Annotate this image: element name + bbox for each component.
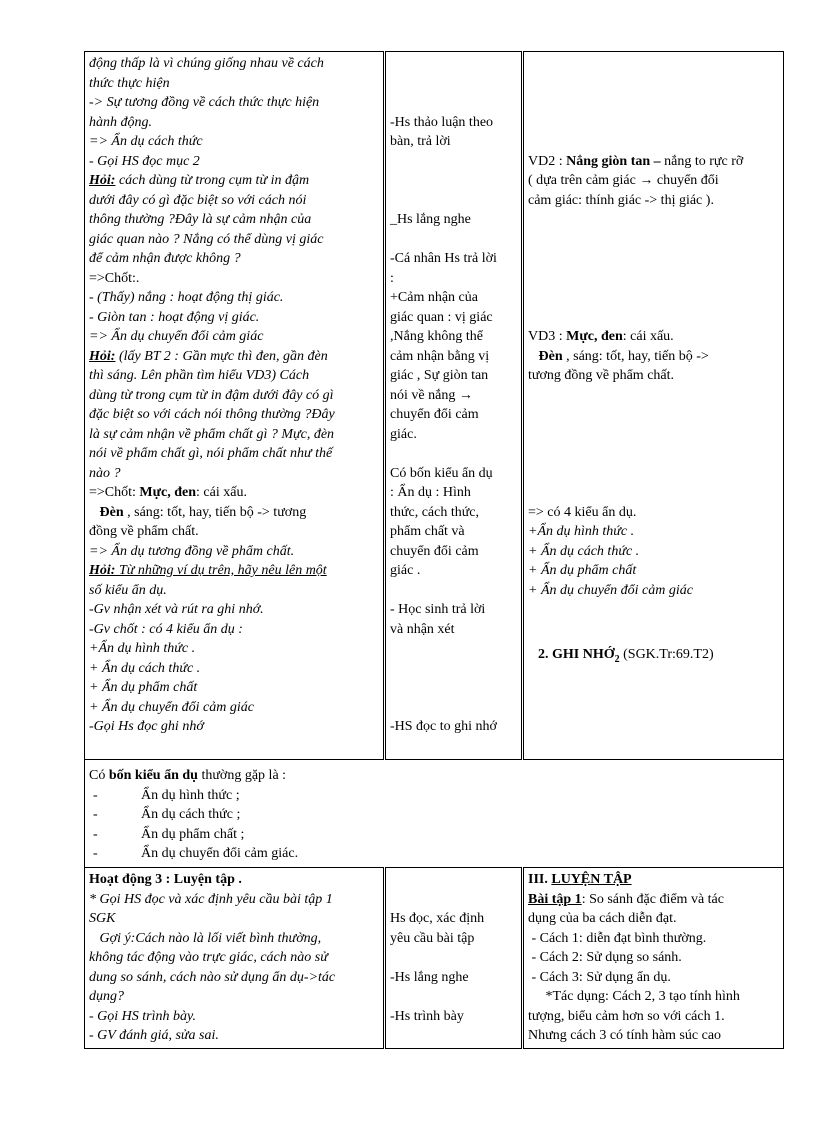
text-line: +Cảm nhận của	[390, 290, 478, 305]
subscript: 2	[614, 653, 620, 665]
text: =>Chốt:	[89, 485, 136, 500]
text: Ẩn dụ chuyển đổi cảm giác.	[141, 846, 299, 861]
bold-text: Đèn	[528, 348, 563, 364]
text-line: dụng?	[89, 989, 124, 1004]
student-activity-cell	[385, 868, 523, 1049]
text-line: cảm giác: thính giác -> thị giác ).	[528, 192, 714, 208]
text-line: -Hs lắng nghe	[390, 969, 469, 985]
text-line: cảm nhận bằng vị	[390, 348, 490, 364]
text-line: - (Thấy) nắng : hoạt động thị giác.	[89, 290, 284, 305]
exercise-line	[528, 890, 779, 910]
table-row	[85, 868, 784, 1049]
text-line: + Ẩn dụ cách thức .	[528, 543, 640, 559]
text: Ẩn dụ phẩm chất ;	[141, 826, 245, 842]
question-label: Hỏi:	[89, 173, 116, 188]
text-line: ( dựa trên cảm giác → chuyển đổi	[528, 173, 719, 188]
text: , sáng: tốt, hay, tiến bộ -> tương	[123, 504, 307, 520]
text-line: : Ẩn dụ : Hình	[390, 485, 471, 500]
text-line: dưới đây có gì đặc biệt so với cách nói	[89, 192, 307, 208]
list-item	[89, 825, 779, 845]
text-line: thì sáng. Lên phần tìm hiểu VD3) Cách	[89, 368, 310, 383]
content-cell	[523, 868, 784, 1049]
text-line	[89, 766, 779, 786]
text: Từ những ví dụ trên, hãy nêu lên một	[115, 563, 327, 578]
text-line: dùng từ trong cụm từ in đậm dưới đây có gì	[89, 387, 334, 403]
text: : cái xấu.	[622, 329, 674, 344]
teacher-activity-cell	[85, 52, 385, 760]
text-line: -> Sự tương đồng về cách thức thực hiện	[89, 95, 320, 110]
text-line: -Gv chốt : có 4 kiểu ẩn dụ :	[89, 621, 243, 637]
teacher-activity-cell	[85, 868, 385, 1049]
text-line: bàn, trả lời	[390, 134, 451, 149]
text-line: - GV đánh giá, sửa sai.	[89, 1028, 219, 1043]
text-line: - Học sinh trả lời	[390, 602, 486, 617]
bold-text: 2. GHI NHỚ	[538, 647, 615, 662]
text: Ẩn dụ cách thức ;	[141, 807, 241, 822]
text-line: dung so sánh, cách nào sử dụng ẩn dụ->tác	[89, 969, 336, 985]
bold-text: Đèn	[89, 504, 124, 520]
text-line: động thấp là vì chúng giống nhau về cách	[89, 56, 324, 71]
conclusion-line	[89, 483, 379, 503]
text-line: thức, cách thức,	[390, 504, 480, 520]
text-line: Gợi ý:Cách nào là lối viết bình thường,	[89, 930, 322, 946]
text-line: +Ẩn dụ hình thức .	[89, 641, 196, 656]
text-line: + Ẩn dụ phẩm chất	[528, 563, 637, 578]
section-heading	[528, 645, 779, 669]
text: Có	[89, 768, 109, 783]
table-row	[85, 52, 784, 760]
text-line: yêu cầu bài tập	[390, 930, 475, 946]
text-line: -Hs thảo luận theo	[390, 114, 494, 130]
text-line: nói về nắng →	[390, 387, 473, 403]
text-line: hành động.	[89, 114, 152, 130]
text-line: nói về phẩm chất gì, nói phẩm chất như thế	[89, 446, 333, 461]
text-line: giác quan : vị giác	[390, 309, 493, 325]
text-line: :	[390, 270, 394, 286]
text: : So sánh đặc điểm và tác	[581, 891, 724, 907]
text-line: *Tác dụng: Cách 2, 3 tạo tính hình	[528, 989, 740, 1004]
list-item	[89, 805, 779, 825]
text: nắng to rực rỡ	[660, 153, 744, 169]
text-line: =>Chốt:.	[89, 270, 140, 286]
text-line: dụng của ba cách diễn đạt.	[528, 911, 677, 926]
summary-cell	[85, 760, 784, 868]
text-line: -Hs trình bày	[390, 1008, 464, 1024]
question-line	[89, 561, 379, 581]
text-line: - Cách 2: Sử dụng so sánh.	[528, 950, 682, 965]
section-heading	[528, 870, 779, 890]
conclusion-line	[89, 503, 379, 523]
text-line: chuyển đổi cảm	[390, 543, 479, 559]
lesson-table	[84, 51, 783, 1049]
list-item	[89, 786, 779, 806]
text: VD3 :	[528, 329, 567, 344]
text: VD2 :	[528, 153, 567, 169]
text-line: giác .	[390, 563, 421, 578]
text: : cái xấu.	[196, 485, 247, 500]
table-row	[85, 760, 784, 868]
text: LUYỆN TẬP	[551, 872, 632, 887]
text-line: ,Nắng không thể	[390, 329, 483, 344]
text: , sáng: tốt, hay, tiến bộ ->	[562, 348, 709, 364]
bold-text: Mực, đen	[135, 485, 197, 500]
text-line: - Cách 1: diễn đạt bình thường.	[528, 930, 707, 946]
text-line: => Ẩn dụ tương đồng về phẩm chất.	[89, 543, 295, 559]
example-line	[528, 152, 779, 172]
question-label: Hỏi:	[89, 563, 116, 578]
text-line: chuyển đổi cảm	[390, 407, 479, 422]
text-line: + Ẩn dụ chuyển đổi cảm giác	[89, 699, 254, 715]
list-item	[89, 844, 779, 864]
text-line: nào ?	[89, 465, 121, 481]
text-line: -Gọi Hs đọc ghi nhớ	[89, 719, 204, 734]
text-line: số kiểu ẩn dụ.	[89, 582, 167, 598]
text-line: => Ẩn dụ chuyển đổi cảm giác	[89, 329, 264, 344]
text-line: - Gọi HS đọc mục 2	[89, 153, 200, 169]
text-line: SGK	[89, 911, 116, 926]
text-line: -HS đọc to ghi nhớ	[390, 719, 497, 734]
text-line: + Ẩn dụ chuyển đổi cảm giác	[528, 582, 693, 598]
example-line	[528, 327, 779, 347]
text-line: +Ẩn dụ hình thức .	[528, 524, 635, 539]
text: (SGK.Tr:69.T2)	[619, 647, 714, 662]
question-line	[89, 347, 379, 367]
text-line: _Hs lắng nghe	[390, 212, 471, 227]
bold-text: Nắng giòn tan –	[566, 153, 661, 169]
text: III.	[528, 872, 552, 887]
text-line: giác , Sự giòn tan	[390, 368, 489, 383]
text-line: -Gv nhận xét và rút ra ghi nhớ.	[89, 602, 264, 617]
content-cell	[523, 52, 784, 760]
text: (lấy BT 2 : Gần mực thì đen, gần đèn	[115, 348, 328, 364]
text-line: để cảm nhận được không ?	[89, 251, 241, 266]
student-activity-cell	[385, 52, 523, 760]
text-line: không tác động vào trực giác, cách nào sử	[89, 950, 328, 965]
text-line: Hs đọc, xác định	[390, 911, 485, 926]
bold-text: bốn kiểu ẩn dụ	[108, 768, 198, 783]
text-line: thức thực hiện	[89, 75, 170, 91]
text-line: là sự cảm nhận về phẩm chất gì ? Mực, đèn	[89, 426, 335, 442]
text-line: - Cách 3: Sử dụng ẩn dụ.	[528, 969, 671, 985]
exercise-label: Bài tập 1	[528, 891, 582, 907]
text-line: tương đồng về phẩm chất.	[528, 368, 675, 383]
text-line: + Ẩn dụ phẩm chất	[89, 680, 198, 695]
text: Ẩn dụ hình thức ;	[141, 787, 240, 803]
example-line	[528, 347, 779, 367]
text-line: + Ẩn dụ cách thức .	[89, 660, 201, 676]
text-line: đặc biệt so với cách nói thông thường ?Đây	[89, 407, 335, 422]
bold-text: Mực, đen	[566, 329, 623, 344]
text-line: -Cá nhân Hs trả lời	[390, 251, 497, 266]
text-line: và nhận xét	[390, 621, 455, 637]
text-line: * Gọi HS đọc và xác định yêu cầu bài tập 1	[89, 891, 333, 907]
question-line	[89, 171, 379, 191]
text-line: - Gọi HS trình bày.	[89, 1008, 196, 1024]
text-line: => Ẩn dụ cách thức	[89, 134, 203, 149]
text-line: => có 4 kiểu ẩn dụ.	[528, 504, 637, 520]
question-label: Hỏi:	[89, 348, 116, 364]
text: thường gặp là :	[197, 768, 287, 783]
text-line: Nhưng cách 3 có tính hàm súc cao	[528, 1028, 722, 1043]
text-line: thông thường ?Đây là sự cảm nhận của	[89, 212, 312, 227]
text-line: tượng, biểu cảm hơn so với cách 1.	[528, 1008, 725, 1024]
text: cách dùng từ trong cụm từ in đậm	[115, 173, 310, 188]
text-line: - Giòn tan : hoạt động vị giác.	[89, 309, 260, 325]
text-line: Có bốn kiểu ẩn dụ	[390, 465, 493, 481]
text-line: đồng về phẩm chất.	[89, 524, 199, 539]
text-line: giác.	[390, 426, 417, 442]
activity-heading: Hoạt động 3 : Luyện tập .	[89, 872, 242, 887]
text-line: giác quan nào ? Nắng có thể dùng vị giác	[89, 231, 324, 247]
text-line: phẩm chất và	[390, 524, 465, 539]
